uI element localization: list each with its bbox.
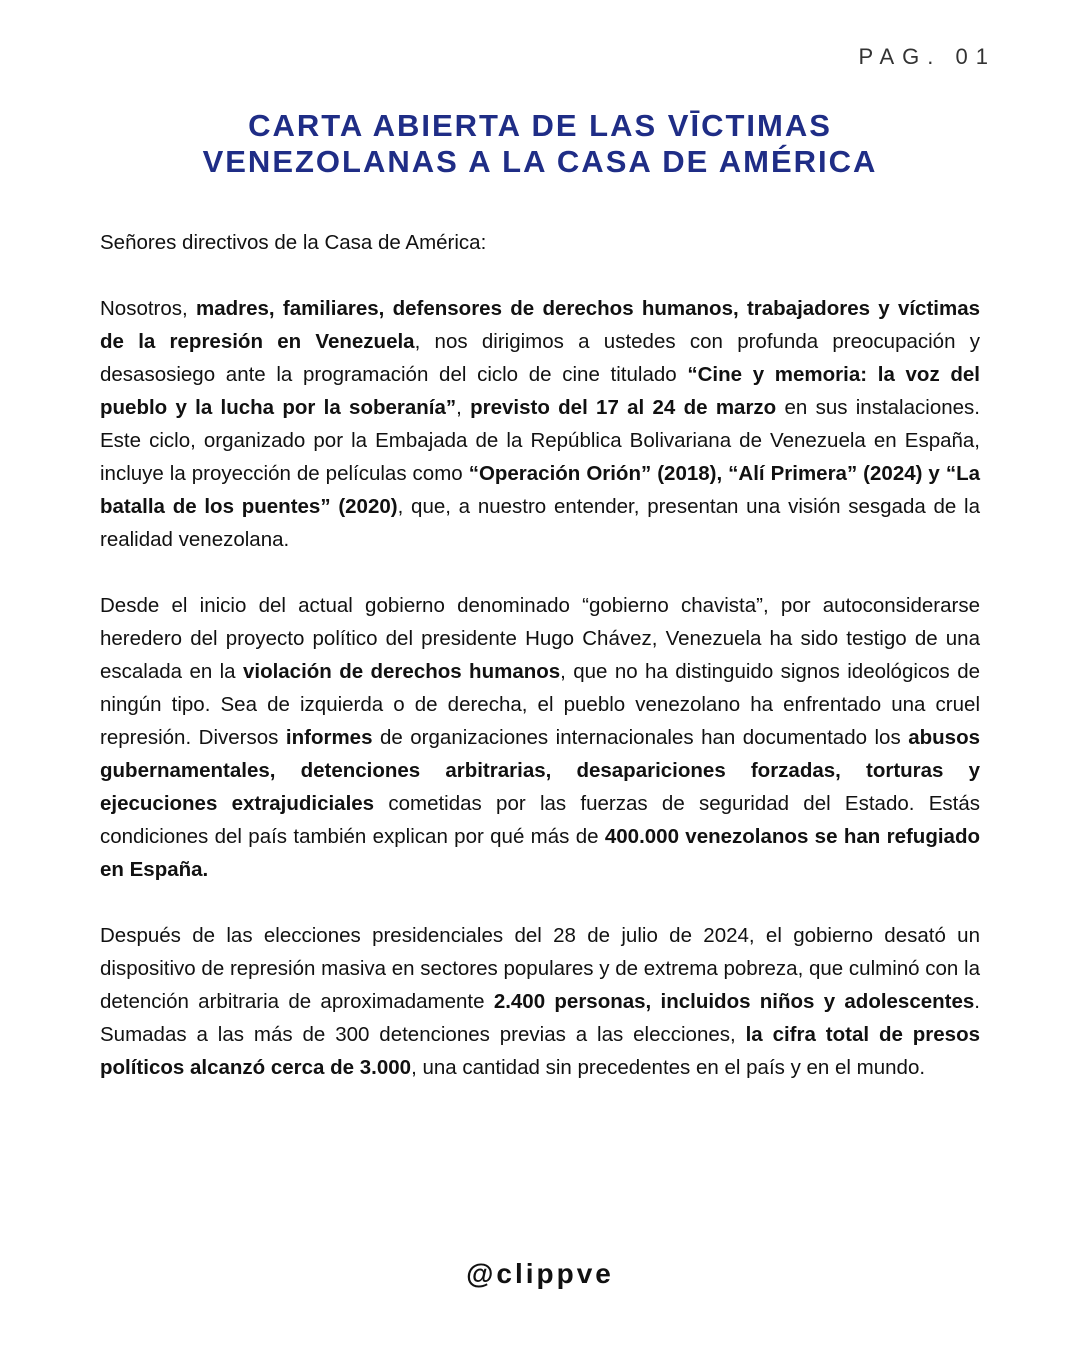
- text-segment: . Sumadas a las más de 300 detenciones previas a las elecciones,: [100, 990, 980, 1046]
- text-segment: Nosotros,: [100, 297, 196, 320]
- letter-greeting: Señores directivos de la Casa de América:: [100, 231, 487, 254]
- bold-text-segment: abusos gubernamentales, detenciones arbitrarias, desapariciones forzadas, torturas y ejecuciones extrajudiciales: [100, 726, 980, 815]
- text-segment: , una cantidad sin precedentes en el país y en el mundo.: [411, 1056, 926, 1079]
- text-segment: en sus instalaciones. Este ciclo, organizado por la Embajada de la República Bolivariana de Venezuela en España, incluye la proyección de películas como: [100, 396, 980, 485]
- paragraph-3: [100, 919, 980, 1084]
- bold-text-segment: previsto del 17 al 24 de marzo: [470, 396, 777, 419]
- text-segment: cometidas por las fuerzas de seguridad del Estado. Estás condiciones del país también explican por qué más de: [100, 792, 980, 848]
- page-number: PAG. 01: [858, 44, 996, 69]
- title-line-1: CARTA ABIERTA DE LAS VĪCTIMAS: [248, 108, 832, 143]
- bold-text-segment: madres, familiares, defensores de derechos humanos, trabajadores y víctimas de la represión en Venezuela: [100, 297, 980, 353]
- text-segment: , que, a nuestro entender, presentan una visión sesgada de la realidad venezolana.: [100, 495, 980, 551]
- letter-body: [100, 226, 980, 1117]
- bold-text-segment: violación de derechos humanos: [242, 660, 561, 683]
- bold-text-segment: 400.000 venezolanos se han refugiado en España.: [100, 825, 980, 881]
- text-segment: Después de las elecciones presidenciales del 28 de julio de 2024, el gobierno desató un dispositivo de represión masiva en sectores populares y de extrema pobreza, que culminó con la detención arbitraria de aproximadamente: [100, 924, 980, 1013]
- text-segment: de organizaciones internacionales han documentado los: [372, 726, 909, 749]
- paragraph-2: [100, 589, 980, 886]
- bold-text-segment: 2.400 personas, incluidos niños y adolescentes: [493, 990, 975, 1013]
- page-title: [0, 108, 1080, 180]
- text-segment: , que no ha distinguido signos ideológicos de ningún tipo. Sea de izquierda o de derecha, el pueblo venezolano ha enfrentado una cruel represión. Diversos: [100, 660, 980, 749]
- text-segment: ,: [456, 396, 471, 419]
- bold-text-segment: la cifra total de presos políticos alcanzó cerca de 3.000: [100, 1023, 980, 1079]
- bold-text-segment: “Cine y memoria: la voz del pueblo y la lucha por la soberanía”: [100, 363, 980, 419]
- bold-text-segment: informes: [285, 726, 373, 749]
- paragraph-1: [100, 292, 980, 556]
- text-segment: Desde el inicio del actual gobierno denominado “gobierno chavista”, por autoconsiderarse heredero del proyecto político del presidente Hugo Chávez, Venezuela ha sido testigo de una escalada en la: [100, 594, 980, 683]
- text-segment: , nos dirigimos a ustedes con profunda preocupación y desasosiego ante la programación del ciclo de cine titulado: [100, 330, 980, 386]
- bold-text-segment: “Operación Orión” (2018), “Alí Primera” (2024) y “La batalla de los puentes” (2020): [100, 462, 980, 518]
- title-line-2: VENEZOLANAS A LA CASA DE AMÉRICA: [202, 144, 878, 179]
- social-handle: @clippve: [466, 1258, 614, 1289]
